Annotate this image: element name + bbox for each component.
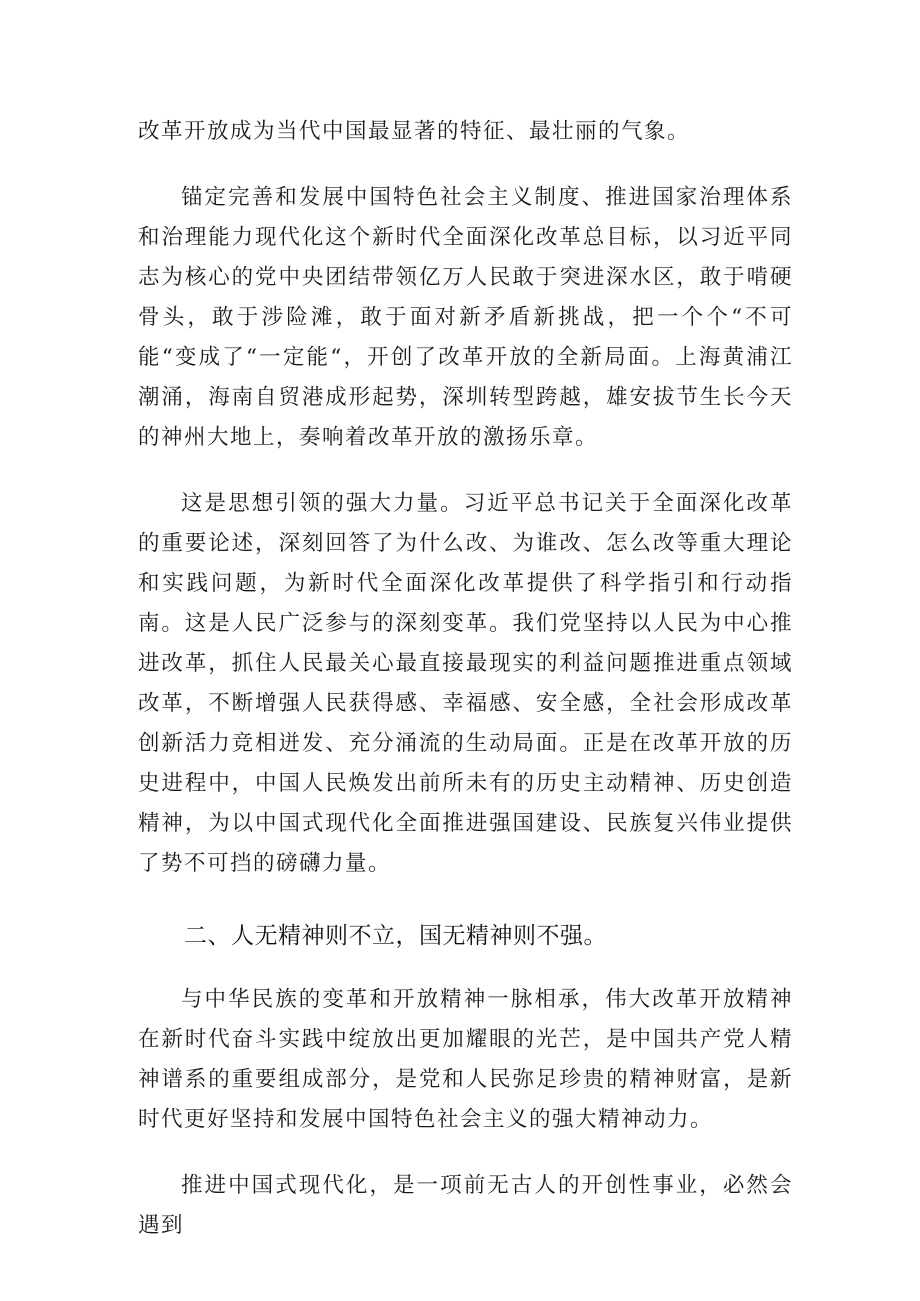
section-heading: 二、人无精神则不立，国无精神则不强。 [184, 923, 607, 949]
paragraph-thought-guidance: 这是思想引领的强大力量。习近平总书记关于全面深化改革的重要论述，深刻回答了为什么改、为谁改、怎么改等重大理论和实践问题，为新时代全面深化改革提供了科学指引和行动指南。这是人民广泛参与的深刻变革。我们党坚持以人民为中心推进改革，抓住人民最关心最直接最现实的利益问题推进重点领域改革，不断增强人民获得感、幸福感、安全感，全社会形成改革创新活力竞相迸发、充分涌流的生动局面。正是在改革开放的历史进程中，中国人民焕发出前所未有的历史主动精神、历史创造精神，为以中国式现代化全面推进强国建设、民族复兴伟业提供了势不可挡的磅礴力量。 [138, 491, 793, 876]
paragraph-continuation: 改革开放成为当代中国最显著的特征、最壮丽的气象。 [138, 119, 691, 144]
paragraph-modernization: 推进中国式现代化，是一项前无古人的开创性事业，必然会遇到 [138, 1173, 793, 1238]
paragraph-reform-goal: 锚定完善和发展中国特色社会主义制度、推进国家治理体系和治理能力现代化这个新时代全面深化改革总目标，以习近平同志为核心的党中央团结带领亿万人民敢于突进深水区，敢于啃硬骨头，敢于涉险滩，敢于面对新矛盾新挑战，把一个个“不可能“变成了“一定能“，开创了改革开放的全新局面。上海黄浦江潮涌，海南自贸港成形起势，深圳转型跨越，雄安拔节生长今天的神州大地上，奏响着改革开放的激扬乐章。 [138, 185, 793, 450]
document-body [138, 112, 793, 1246]
paragraph-reform-spirit: 与中华民族的变革和开放精神一脉相承，伟大改革开放精神在新时代奋斗实践中绽放出更加耀眼的光芒，是中国共产党人精神谱系的重要组成部分，是党和人民弥足珍贵的精神财富，是新时代更好坚持和发展中国特色社会主义的强大精神动力。 [138, 987, 793, 1132]
